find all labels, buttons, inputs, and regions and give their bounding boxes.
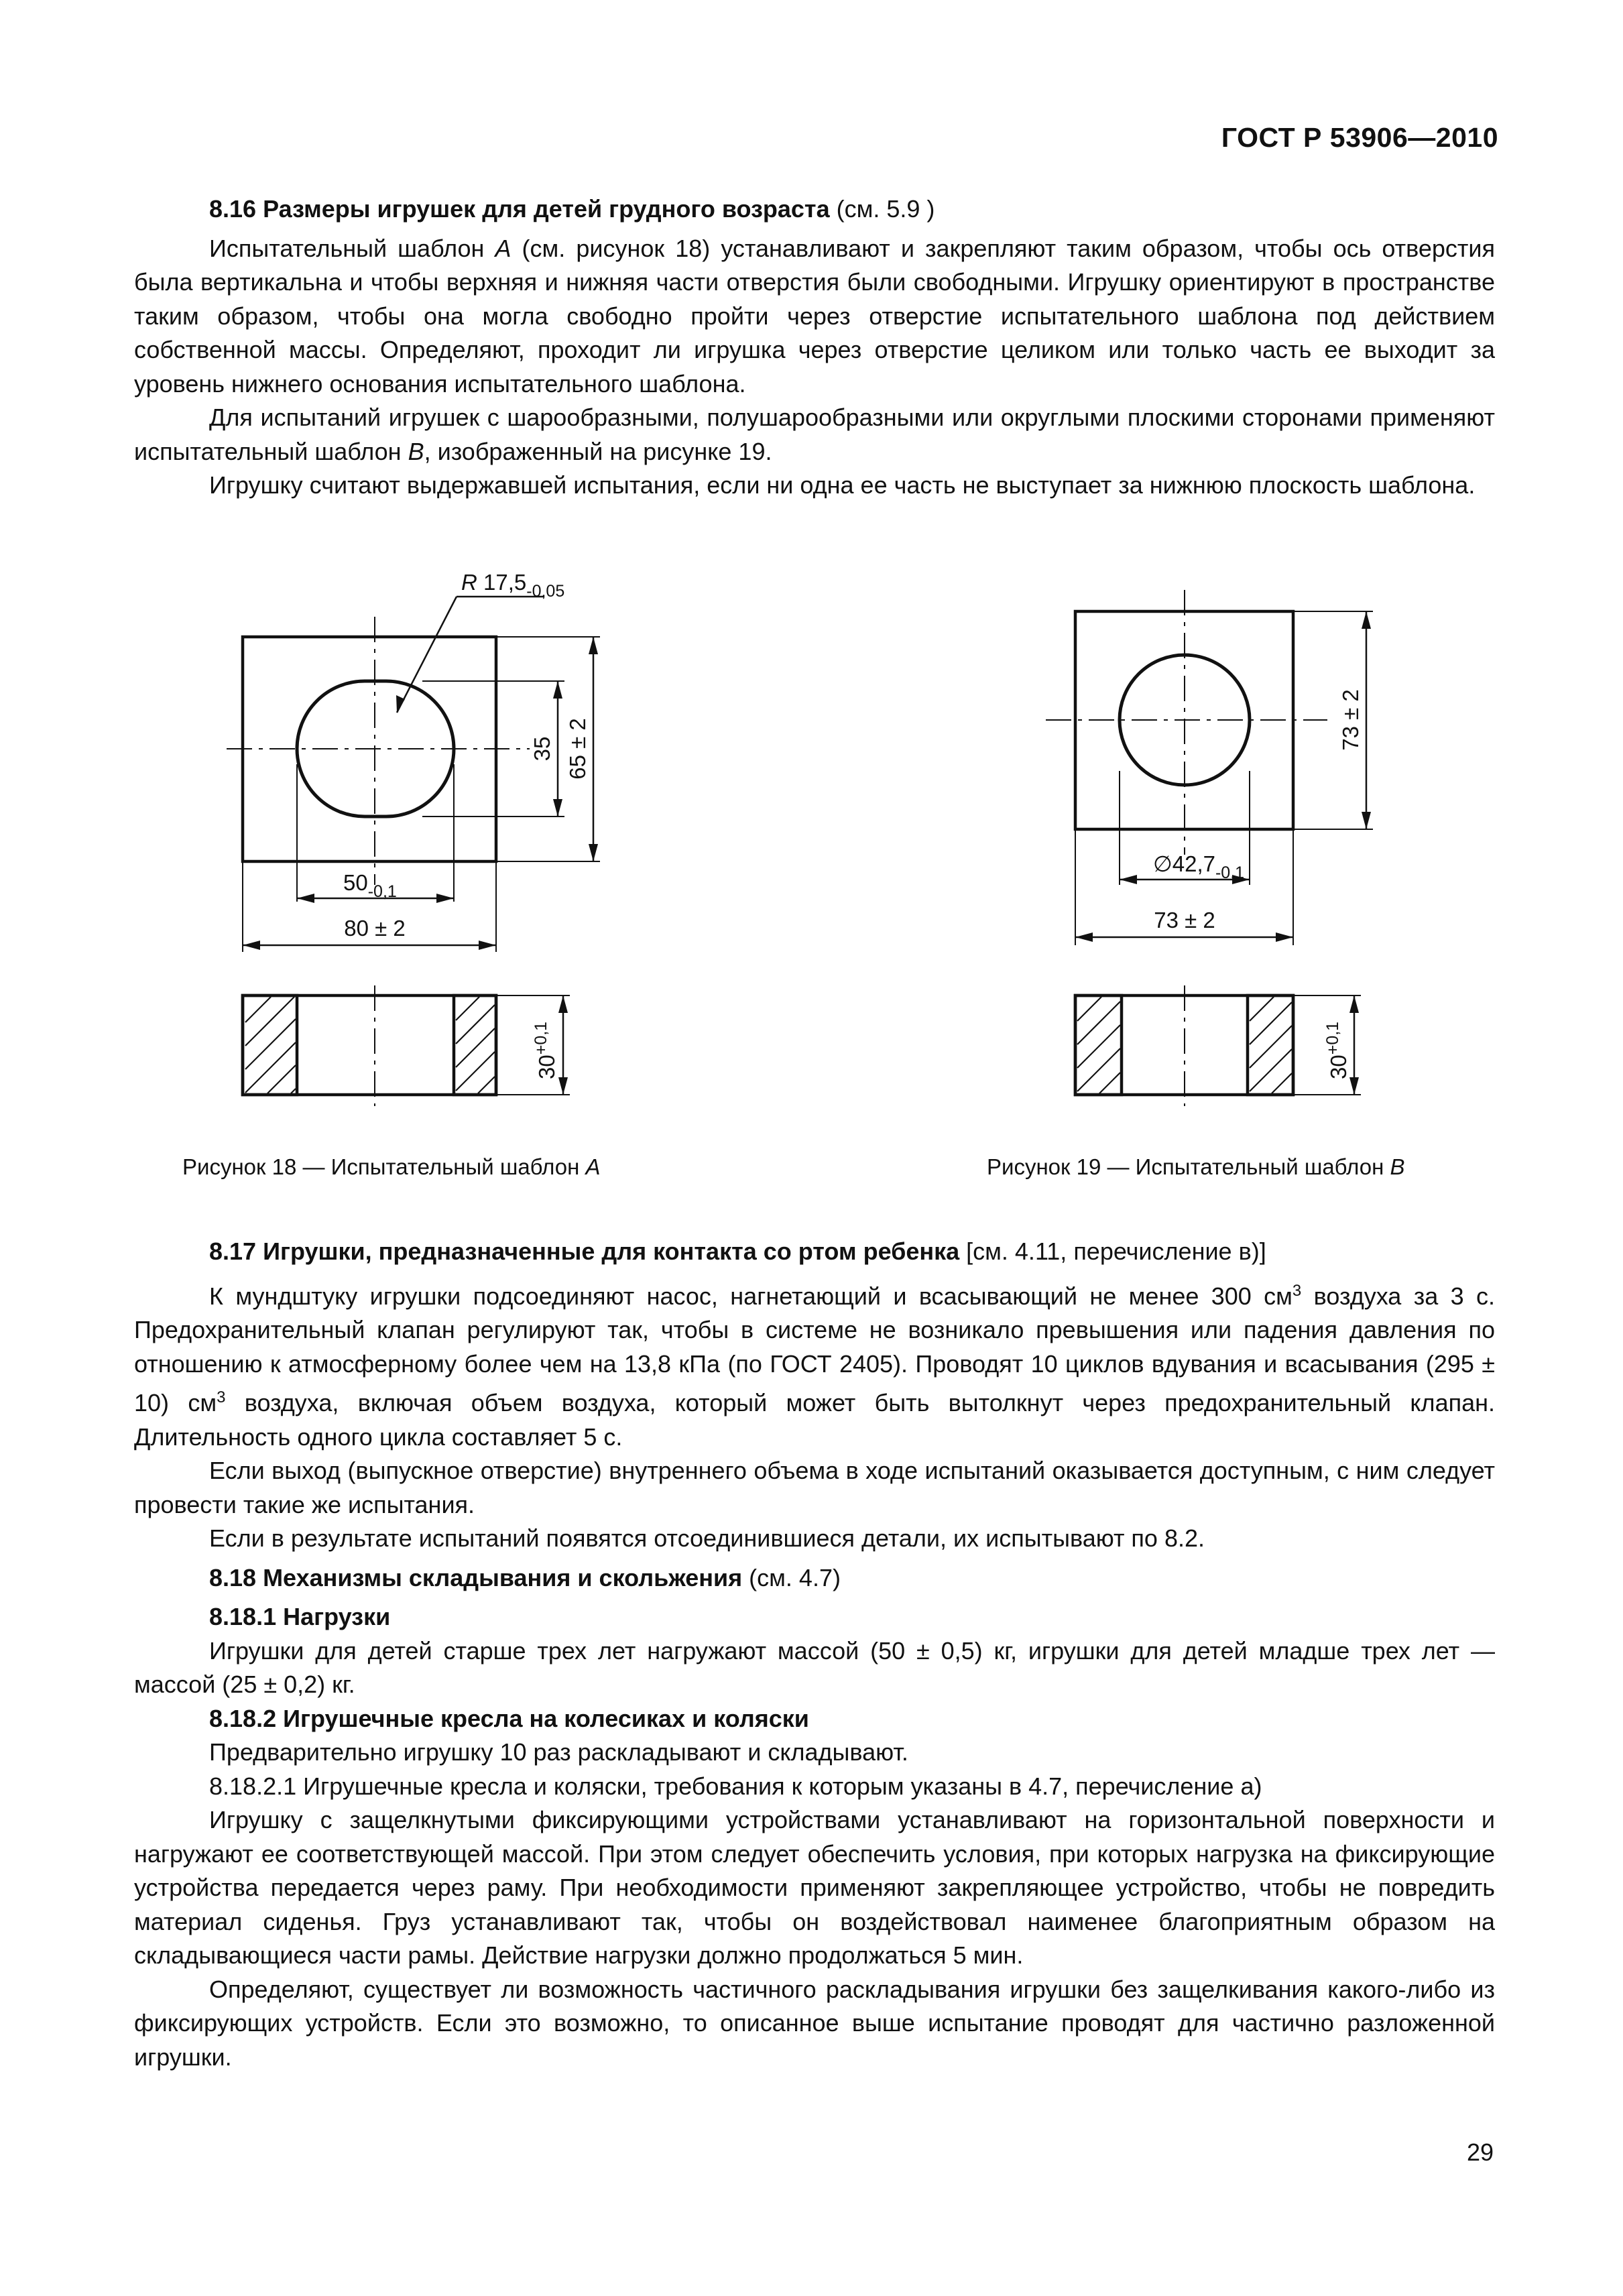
- section-8-16: [134, 192, 1495, 503]
- section-ref: (см. 5.9 ): [829, 195, 935, 223]
- width-label: 73 ± 2: [1154, 908, 1215, 932]
- width-inner-label: $50_{-0,1}$: [343, 870, 397, 901]
- paragraph: Для испытаний игрушек с шарообразными, полушарообразными или округлыми плоскими сторонами применяют испытательный шаблон В, изображенный на рисунке 19.: [134, 404, 1495, 465]
- hole-height-label: 35: [530, 736, 554, 762]
- section-8-18-heading: 8.18 Механизмы складывания и скольжения (см. 4.7): [209, 1563, 841, 1591]
- paragraph: 8.18.2.1 Игрушечные кресла и коляски, требования к которым указаны в 4.7, перечисление а): [209, 1772, 1262, 1800]
- height-label: 73 ± 2: [1338, 689, 1363, 751]
- paragraph: Игрушку с защелкнутыми фиксирующими устройствами устанавливают на горизонтальной поверхности и нагружают ее соответствующей массой. При этом следует обеспечить условия, при которых нагрузка на фиксирующие устройства передается через раму. При необходимости применяют закрепляющее устройство, чтобы не повредить материал сиденья. Груз устанавливают так, чтобы он воздействовал наименее благоприятным образом на складывающиеся части рамы. Действие нагрузки должно продолжаться 5 мин.: [134, 1806, 1495, 1969]
- height-outer-label: 65 ± 2: [565, 718, 590, 780]
- figure-18-drawing: [221, 563, 650, 1120]
- figure-19-caption: Рисунок 19 — Испытательный шаблон В: [987, 1154, 1405, 1179]
- thickness-label: $30^{+0,1}$: [1323, 1021, 1351, 1079]
- subsection-heading: 8.18.2 Игрушечные кресла на колесиках и коляски: [209, 1704, 809, 1732]
- radius-label: R $17,5_{-0,05}$: [461, 570, 565, 601]
- thickness-label: $30^{+0,1}$: [532, 1021, 559, 1079]
- paragraph: Предварительно игрушку 10 раз раскладывают и складывают.: [209, 1738, 908, 1766]
- section-8-17-and-8-18: [134, 1235, 1495, 2074]
- figure-18-caption: Рисунок 18 — Испытательный шаблон А: [182, 1154, 601, 1179]
- page-header: ГОСТ Р 53906—2010: [1221, 122, 1498, 153]
- paragraph: Если в результате испытаний появятся отсоединившиеся детали, их испытывают по 8.2.: [209, 1524, 1205, 1552]
- paragraph: К мундштуку игрушки подсоединяют насос, нагнетающий и всасывающий не менее 300 $см^3$ воздуха за 3 с. Предохранительный клапан регулируют так, чтобы в системе не возникало превышения или падения давления по отношению к атмосферному более чем на 13,8 кПа (по ГОСТ 2405). Проводят 10 циклов вдувания и всасывания (295 ± 10) $см^3$ воздуха, включая объем воздуха, который может быть вытолкнут через предохранительный клапан. Длительность одного цикла составляет 5 с.: [134, 1281, 1495, 1451]
- subsection-heading: 8.18.1 Нагрузки: [209, 1603, 391, 1630]
- paragraph: Игрушки для детей старше трех лет нагружают массой (50 ± 0,5) кг, игрушки для детей младше трех лет — массой (25 ± 0,2) кг.: [134, 1636, 1495, 1698]
- paragraph: Определяют, существует ли возможность частичного раскладывания игрушки без защелкивания какого-либо из фиксирующих устройств. Если это возможно, то описанное выше испытание проводят для частично разложенной игрушки.: [134, 1975, 1495, 2071]
- width-outer-label: 80 ± 2: [344, 916, 406, 941]
- figure-19-drawing: [1046, 590, 1394, 1120]
- section-8-16-heading: [134, 192, 1495, 227]
- section-8-17-heading: 8.17 Игрушки, предназначенные для контакта со ртом ребенка [см. 4.11, перечисление в)]: [209, 1237, 1266, 1265]
- section-number: 8.16: [209, 195, 257, 223]
- page-number: 29: [1467, 2138, 1494, 2166]
- paragraph: Если выход (выпускное отверстие) внутреннего объема в ходе испытаний оказывается доступным, с ним следует провести такие же испытания.: [134, 1457, 1495, 1518]
- diameter-label: $\emptyset 42,7_{-0,1}$: [1153, 851, 1245, 882]
- section-title: Размеры игрушек для детей грудного возраста: [263, 195, 830, 223]
- paragraph: Испытательный шаблон А (см. рисунок 18) устанавливают и закрепляют таким образом, чтобы ось отверстия была вертикальна и чтобы верхняя и нижняя части отверстия были свободными. Игрушку ориентируют в пространстве таким образом, чтобы она могла свободно пройти через отверстие испытательного шаблона под действием собственной массы. Определяют, проходит ли игрушка через отверстие целиком или только часть ее выходит за уровень нижнего основания испытательного шаблона.: [134, 234, 1495, 398]
- paragraph: Игрушку считают выдержавшей испытания, если ни одна ее часть не выступает за нижнюю плоскость шаблона.: [209, 471, 1476, 499]
